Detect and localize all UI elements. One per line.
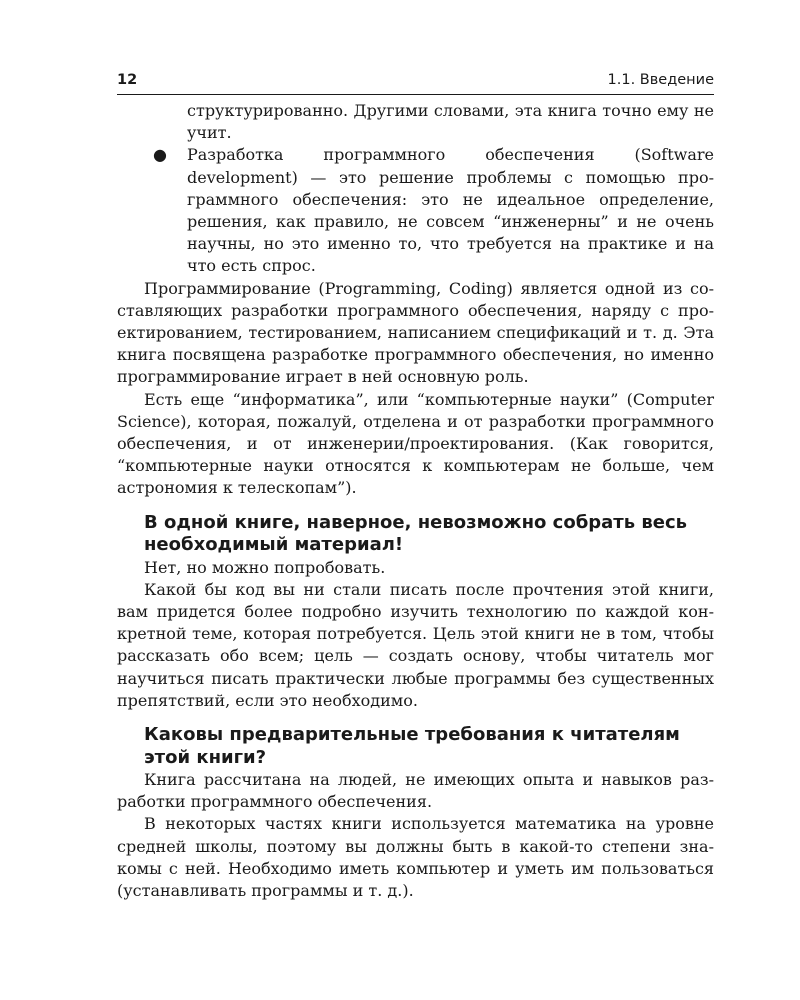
paragraph-math: В некоторых частях книги используется математика на уровне средней школы, поэтому вы должны быть в какой-то степени знакомы с ней. Необходимо иметь компьютер и уметь им пользоваться (устанавливать программы и т. д.).: [117, 814, 714, 901]
paragraph-computer-science: Есть еще “информатика”, или “компьютерные науки” (Computer Science), которая, пожалуй, отделена и от разработки программного обеспечения, и от инженерии/проектирования. (Как говорится, “компьютерные науки относятся к компьютерам не больше, чем астрономия к телескопам”).: [117, 389, 714, 498]
bullet-item: [153, 144, 714, 277]
paragraph-try: Нет, но можно попробовать.: [144, 557, 386, 577]
bullet-dot-icon: ●: [153, 145, 167, 165]
running-header: [117, 70, 714, 92]
bullet-continuation: структурированно. Другими словами, эта книга точно ему не учит.: [187, 101, 714, 143]
heading-prerequisites: Каковы предварительные требования к читателям этой книги?: [144, 724, 680, 768]
paragraph-audience: Книга рассчитана на людей, не имеющих опыта и навыков разработки программного обеспечения.: [117, 770, 714, 812]
header-rule: [117, 94, 714, 95]
heading-material: В одной книге, наверное, невозможно собрать весь необходимый материал!: [144, 511, 688, 556]
bullet-text: Разработка программного обеспечения (Software development) — это решение проблемы с помощью программного обеспечения: это не идеальное определение, решения, как правило, не совсем “инженерны” и не очень научны, но это именно то, что требуется на практике и на что есть спрос.: [187, 145, 714, 276]
paragraph-programming: Программирование (Programming, Coding) является одной из составляющих разработки программного обеспечения, наряду с проектированием, тестированием, написанием спецификаций и т. д. Эта книга посвящена разработке программного обеспечения, но именно программирование играет в ней основную роль.: [117, 278, 714, 387]
paragraph-goal: Какой бы код вы ни стали писать после прочтения этой книги, вам придется более подробно изучить технологию по каждой конкретной теме, которая потребуется. Цель этой книги не в том, чтобы рассказать обо всем; цель — создать основу, чтобы читатель мог научиться писать практически любые программы без существенных препятствий, если это необходимо.: [117, 579, 714, 710]
page-body: [117, 100, 714, 902]
page-number: 12: [117, 72, 138, 88]
section-title: 1.1. Введение: [607, 72, 714, 88]
